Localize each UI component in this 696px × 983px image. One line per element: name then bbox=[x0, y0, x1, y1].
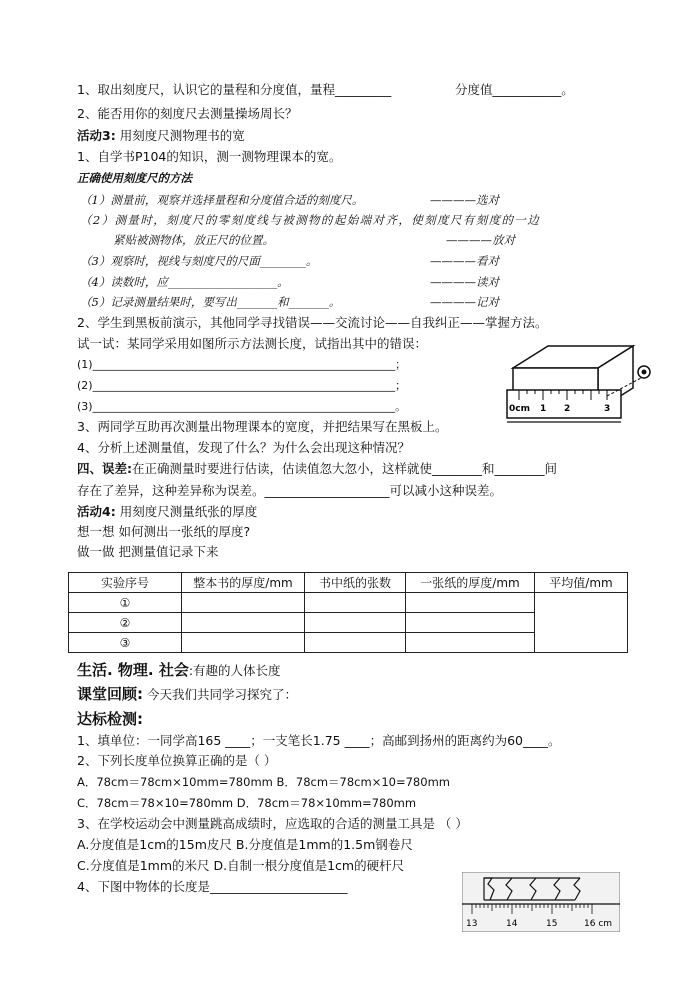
activity-3 bbox=[77, 128, 245, 144]
q3-options-cd: C.分度值是1mm的米尺 D.自制一根分度值是1cm的硬杆尺 bbox=[77, 858, 405, 873]
method-3-tag: ————看对 bbox=[430, 254, 499, 268]
ruler-block-figure bbox=[503, 340, 653, 440]
fig1-tick-3: 3 bbox=[604, 404, 611, 414]
col-header: 一张纸的厚度/mm bbox=[406, 573, 535, 593]
q-playground: 2、能否用你的刻度尺去测量操场周长？ bbox=[77, 106, 298, 121]
q1-units: 1、填单位：一同学高165 ____；一支笔长1.75 ____；高邮到扬州的距离约为60____。 bbox=[77, 733, 561, 748]
review-text: 今天我们共同学习探究了： bbox=[146, 687, 297, 702]
review-label: 课堂回顾: bbox=[77, 685, 143, 703]
life-label: 生活. 物理. 社会 bbox=[77, 661, 189, 679]
row-index: ① bbox=[69, 593, 182, 613]
col-header: 平均值/mm bbox=[535, 573, 628, 593]
error-line-2: 存在了差异，这种差异称为误差。____________________可以减小这种误差。 bbox=[77, 483, 503, 498]
activity-3-label: 活动3: bbox=[77, 128, 116, 143]
fig1-tick-2: 2 bbox=[564, 404, 571, 414]
method-4: （4）读数时，应___________________。 bbox=[80, 275, 289, 289]
table-cell bbox=[182, 633, 305, 653]
table-header-row bbox=[69, 573, 628, 593]
method-2-tag: ————放对 bbox=[446, 233, 515, 247]
table-cell bbox=[406, 613, 535, 633]
thickness-table bbox=[68, 572, 628, 653]
review bbox=[77, 684, 297, 705]
error-2: (2)_______________________________________________________； bbox=[77, 379, 407, 392]
method-2b: 紧贴被测物体，放正尺的位置。 bbox=[113, 233, 274, 247]
method-1: （1）测量前，观察并选择量程和分度值合适的刻度尺。 bbox=[80, 193, 364, 207]
fig1-tick-1: 1 bbox=[540, 404, 547, 414]
q3-tool: 3、在学校运动会中测量跳高成绩时，应选取的合适的测量工具是 （ ） bbox=[77, 816, 468, 831]
do-line: 做一做 把测量值记录下来 bbox=[77, 544, 219, 559]
method-4-tag: ————读对 bbox=[430, 275, 499, 289]
col-header: 实验序号 bbox=[69, 573, 182, 593]
q4-length: 4、下图中物体的长度是______________________ bbox=[77, 879, 348, 894]
method-title: 正确使用刻度尺的方法 bbox=[77, 171, 192, 185]
fig2-tick-16: 16 cm bbox=[584, 919, 613, 929]
error-3: (3)_______________________________________________________。 bbox=[77, 400, 407, 413]
fig2-tick-13: 13 bbox=[466, 919, 478, 929]
table-cell bbox=[182, 613, 305, 633]
table-cell bbox=[305, 613, 406, 633]
error-1: (1)_______________________________________________________； bbox=[77, 358, 407, 371]
table-cell bbox=[406, 633, 535, 653]
self-study: 1、自学书P104的知识，测一测物理课本的宽。 bbox=[77, 149, 342, 164]
analyze-line: 4、分析上述测量值，发现了什么？为什么会出现这种情况？ bbox=[77, 440, 410, 455]
activity-4-text: 用刻度尺测量纸张的厚度 bbox=[119, 504, 258, 519]
q-range: 1、取出刻度尺，认识它的量程和分度值，量程_________ bbox=[77, 82, 392, 97]
average-cell bbox=[535, 593, 628, 653]
error-section bbox=[77, 461, 557, 477]
activity-4-label: 活动4: bbox=[77, 504, 116, 519]
method-1-tag: ————选对 bbox=[430, 193, 499, 207]
test-label: 达标检测: bbox=[77, 710, 143, 728]
q-division: 分度值___________。 bbox=[455, 82, 574, 97]
col-header: 书中纸的张数 bbox=[305, 573, 406, 593]
think-line: 想一想 如何测出一张纸的厚度? bbox=[77, 524, 251, 539]
error-label: 四、误差: bbox=[77, 461, 132, 476]
q3-options-ab: A.分度值是1cm的15m皮尺 B.分度值是1mm的1.5m钢卷尺 bbox=[77, 837, 413, 852]
col-header: 整本书的厚度/mm bbox=[182, 573, 305, 593]
method-5-tag: ————记对 bbox=[430, 295, 499, 309]
table-row bbox=[69, 593, 628, 613]
activity-3-text: 用刻度尺测物理书的宽 bbox=[119, 128, 245, 143]
error-text: 在正确测量时要进行估读，估读值忽大忽小，这样就使________和________间 bbox=[132, 461, 558, 476]
table-cell bbox=[305, 633, 406, 653]
method-3: （3）观察时，视线与刻度尺的尺面________。 bbox=[80, 254, 318, 268]
q2-conversion: 2、下列长度单位换算正确的是（ ） bbox=[77, 753, 277, 768]
q2-options-cd: C．78cm＝78×10=780mm D．78cm＝78×10mm=780mm bbox=[77, 796, 417, 810]
row-index: ② bbox=[69, 613, 182, 633]
fig2-tick-14: 14 bbox=[506, 919, 518, 929]
table-cell bbox=[182, 593, 305, 613]
q2-options-ab: A．78cm＝78cm×10mm=780mm B．78cm＝78cm×10=780mm bbox=[77, 775, 450, 789]
try-line: 试一试：某同学采用如图所示方法测长度，试指出其中的错误： bbox=[77, 336, 428, 351]
activity-4 bbox=[77, 504, 257, 520]
ruler-object-figure bbox=[462, 872, 620, 932]
method-2a: （2）测量时，刻度尺的零刻度线与被测物的起始端对齐，使刻度尺有刻度的一边 bbox=[80, 213, 541, 227]
fig2-tick-15: 15 bbox=[546, 919, 558, 929]
table-cell bbox=[406, 593, 535, 613]
life-text: :有趣的人体长度 bbox=[188, 663, 281, 678]
table-cell bbox=[305, 593, 406, 613]
fig1-tick-0: 0cm bbox=[509, 404, 530, 414]
demo-line: 2、学生到黑板前演示，其他同学寻找错误——交流讨论——自我纠正——掌握方法。 bbox=[77, 315, 548, 330]
life-physics bbox=[77, 660, 281, 681]
row-index: ③ bbox=[69, 633, 182, 653]
mutual-measure: 3、两同学互助再次测量出物理课本的宽度，并把结果写在黑板上。 bbox=[77, 419, 448, 434]
method-5: （5）记录测量结果时，要写出_______和_______。 bbox=[80, 295, 341, 309]
